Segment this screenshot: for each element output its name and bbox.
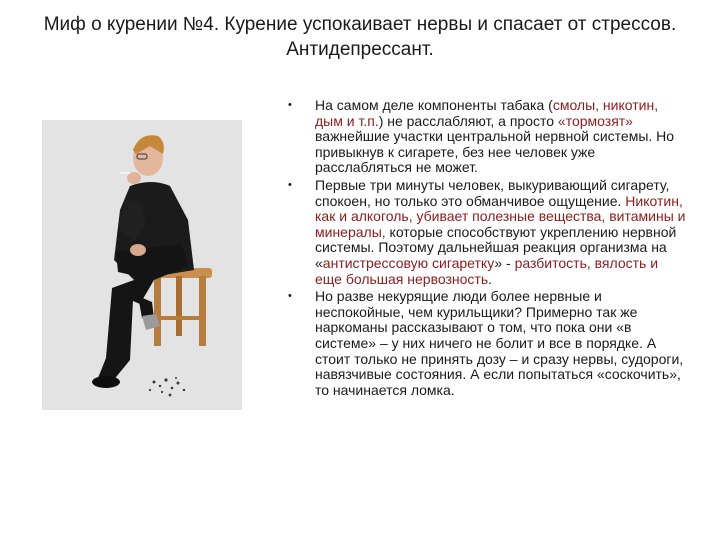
bullet-dot-icon: • [288, 99, 292, 111]
text-segment: ) не расслабляют, а просто [378, 112, 558, 129]
text-segment: » - [494, 254, 515, 271]
text-segment: которые способствуют укреплению нервной системы. Поэтому дальнейшая реакция организма на « [315, 223, 677, 271]
smoking-man-photo [42, 120, 242, 410]
text-segment: важнейшие участки центральной нервной системы. Но привыкнув к сигарете, без нее человек уже расслабляться не может. [315, 128, 675, 176]
bullet-item-2 [288, 178, 688, 287]
slide-title: Миф о курении №4. Курение успокаивает нервы и спасает от стрессов. Антидепрессант. [43, 14, 677, 60]
text-segment: . [488, 270, 493, 287]
text-segment: Первые три минуты человек, выкуривающий сигарету, спокоен, но только это обманчивое ощущение. [315, 176, 670, 209]
bullet-dot-icon: • [288, 290, 292, 303]
highlight-text: смолы, никотин, дым и т.п. [315, 97, 659, 129]
text-segment: Но разве некурящие люди более нервные и неспокойные, чем курильщики? Примерно так же наркоманы рассказывают о том, что пока они «в системе» – у них ничего не болит и все в порядке. А стоит только не принять дозу – и сразу нервы, судороги, навязчивые состояния. А если попытаться «соскочить», то начинается ломка. [315, 288, 684, 398]
smoking-man-on-stool-illustration [42, 120, 242, 410]
highlight-text: «тормозят» [557, 112, 633, 129]
bullet-item-1 [288, 98, 688, 176]
highlight-text: антистрессовую сигаретку [322, 254, 495, 271]
bullet-dot-icon: • [288, 178, 292, 191]
highlight-text: разбитость, вялость и еще большая нервозность [315, 254, 659, 287]
bullet-item-3 [288, 289, 688, 398]
highlight-text: Никотин, как и алкоголь, убивает полезные вещества, витамины и минералы, [315, 192, 686, 240]
bullet-list [288, 98, 688, 400]
text-segment: На самом деле компоненты табака ( [315, 97, 553, 113]
